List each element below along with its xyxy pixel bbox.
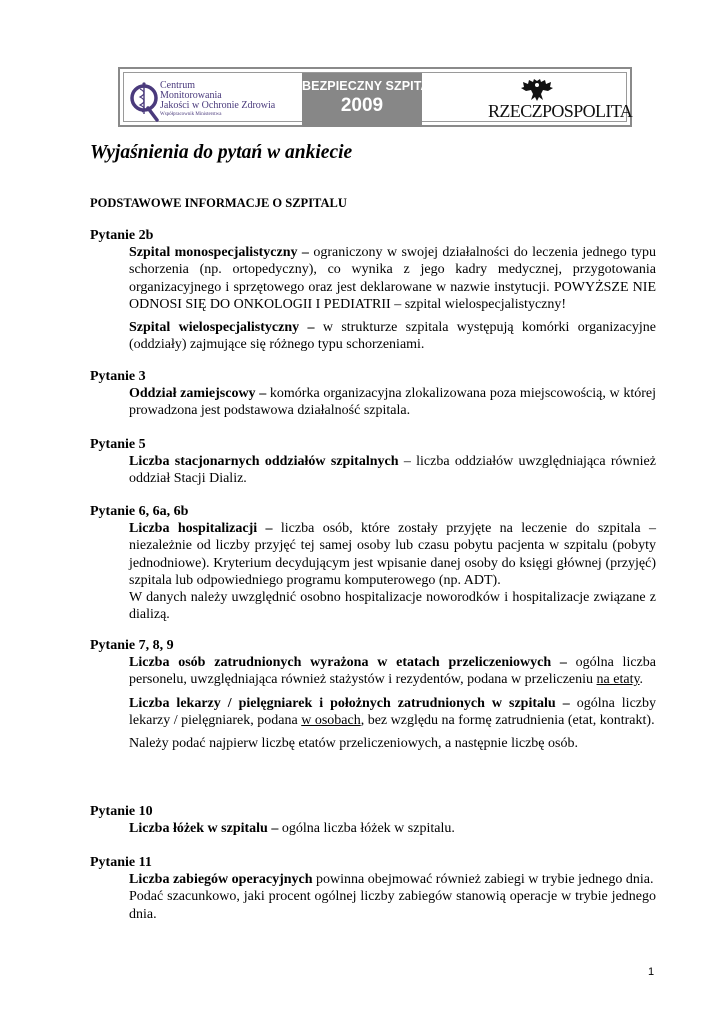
publisher-name: RZECZPOSPOLITA <box>488 101 633 121</box>
question-body <box>129 520 656 624</box>
question-label: Pytanie 2b <box>90 228 154 243</box>
note: Należy podać najpierw liczbę etatów przeliczeniowych, a następnie liczbę osób. <box>129 736 578 752</box>
question-body <box>129 820 656 837</box>
term: Liczba hospitalizacji – <box>129 521 273 536</box>
paragraph <box>129 654 656 689</box>
question-label: Pytanie 10 <box>90 804 153 819</box>
paragraph <box>129 453 656 488</box>
question-10 <box>90 803 656 837</box>
paragraph <box>129 695 656 730</box>
section-title: PODSTAWOWE INFORMACJE O SZPITALU <box>90 196 347 210</box>
cmj-logo <box>130 76 282 124</box>
badge-title: BEZPIECZNY SZPITAL <box>302 79 438 93</box>
document-title: Wyjaśnienia do pytań w ankiecie <box>90 142 353 163</box>
paragraph <box>129 385 656 420</box>
question-label: Pytanie 6, 6a, 6b <box>90 504 189 519</box>
page-number: 1 <box>648 966 655 978</box>
term: Szpital monospecjalistyczny – <box>129 245 309 260</box>
question-label: Pytanie 3 <box>90 369 146 384</box>
term: Liczba osób zatrudnionych wyrażona w etatach przeliczeniowych – <box>129 655 567 670</box>
badge-year: 2009 <box>340 95 384 116</box>
term: Liczba stacjonarnych oddziałów szpitalnych <box>129 454 399 469</box>
question-body <box>129 385 656 420</box>
definition: w strukturze szpitala występują komórki organizacyjne (oddziały) zajmujące się różnego typu schorzeniami. <box>129 320 656 353</box>
question-body <box>129 453 656 488</box>
bezpieczny-szpital-badge <box>302 73 438 127</box>
note: W danych należy uwzględnić osobno hospitalizacje noworodków i hospitalizacje związane z dializą. <box>129 590 656 623</box>
paragraph <box>129 520 656 624</box>
cmj-line-3: Jakości w Ochronie Zdrowia <box>160 100 276 111</box>
cmj-logo-text <box>160 81 275 118</box>
definition-end: . <box>639 672 644 688</box>
underlined-text: w osobach <box>301 712 361 728</box>
cmj-line-2: Monitorowania <box>160 90 222 101</box>
definition: ogólna liczba łóżek w szpitalu. <box>278 821 455 836</box>
question-2b <box>90 227 656 354</box>
question-label: Pytanie 11 <box>90 855 152 870</box>
rzeczpospolita-logo <box>470 75 633 127</box>
question-body <box>129 871 656 923</box>
underlined-text: na etaty <box>596 672 640 688</box>
question-6 <box>90 503 656 624</box>
question-5 <box>90 436 656 488</box>
q-caduceus-icon <box>130 76 160 124</box>
header-banner <box>118 67 632 127</box>
definition-end: , bez względu na formę zatrudnienia (etat, kontrakt). <box>360 712 655 728</box>
question-3 <box>90 368 656 420</box>
cmj-line-1: Centrum <box>160 80 195 91</box>
paragraph <box>129 244 656 313</box>
paragraph <box>129 871 656 923</box>
term: Oddział zamiejscowy – <box>129 386 267 401</box>
term: Liczba łóżek w szpitalu – <box>129 821 279 836</box>
definition: – liczba oddziałów uwzględniająca również oddział Stacji Dializ. <box>129 454 656 487</box>
definition: liczba osób, które zostały przyjęte na leczenie do szpitala – niezależnie od liczby przyjęć tej samej osoby lub czasu pobytu pacjenta w szpitalu (pobyty jednodniowe). Kryterium decydującym jest wpisanie danej osoby do księgi głównej (przyjęć) szpitala lub odpowiedniego programu komputerowego (np. ADT). <box>129 521 656 588</box>
definition: powinna obejmować również zabiegi w trybie jednego dnia. <box>312 872 654 887</box>
question-label: Pytanie 5 <box>90 437 146 452</box>
cmj-subline: Współpracownik Ministerstwa <box>160 112 222 117</box>
definition: komórka organizacyjna zlokalizowana poza miejscowością, w której prowadzona jest podstawowa działalność szpitala. <box>129 386 656 419</box>
paragraph <box>129 319 656 354</box>
question-label: Pytanie 7, 8, 9 <box>90 638 174 653</box>
term: Liczba zabiegów operacyjnych <box>129 872 313 887</box>
definition: ogólna liczba personelu, uwzględniająca również stażystów i rezydentów, podana w przeliczeniu <box>129 655 656 688</box>
term: Liczba lekarzy / pielęgniarek i położnych zatrudnionych w szpitalu – <box>129 695 570 711</box>
term: Szpital wielospecjalistyczny – <box>129 320 315 336</box>
eagle-icon <box>520 77 554 103</box>
question-body <box>129 654 656 752</box>
definition: ogólna liczby lekarzy / pielęgniarek, podana <box>129 695 656 728</box>
question-body <box>129 244 656 354</box>
banner-inner-frame <box>123 72 633 122</box>
note: Podać szacunkowo, jaki procent ogólnej liczby zabiegów stanowią operacje w trybie jednego dnia. <box>129 889 656 922</box>
question-7-8-9 <box>90 637 656 752</box>
definition: ograniczony w swojej działalności do leczenia jednego typu schorzenia (np. ortopedyczny), co wynika z jego kadry medycznej, przygotowania organizacyjnego i sprzętowego oraz jest deklarowane w nazwie instytucji. POWYŻSZE NIE ODNOSI SIĘ DO ONKOLOGII I PEDIATRII – szpital wielospecjalistyczny! <box>129 245 656 312</box>
question-11 <box>90 854 656 923</box>
paragraph <box>129 820 656 837</box>
paragraph <box>129 735 656 752</box>
